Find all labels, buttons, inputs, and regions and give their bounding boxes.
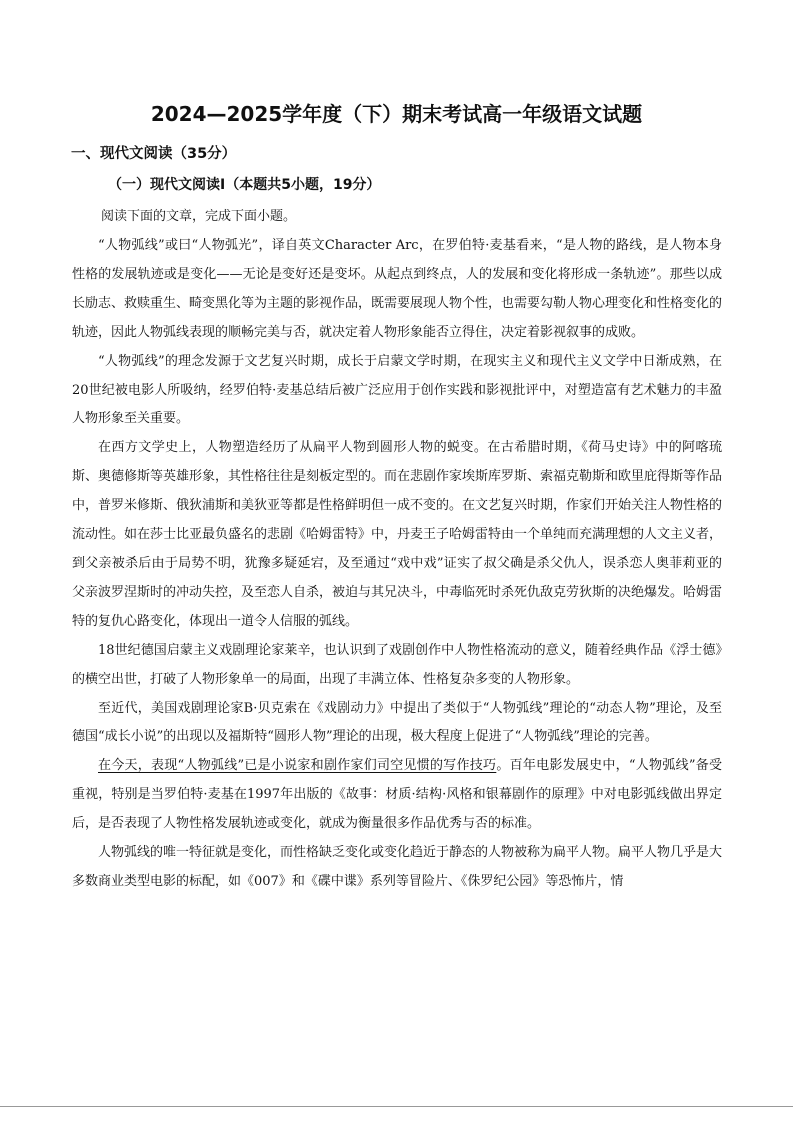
paragraph-1: “人物弧线”或曰“人物弧光”，译自英文Character Arc，在罗伯特·麦基看来，“是人物的路线，是人物本身性格的发展轨迹或是变化——无论是变好还是变坏。从起点到终点，人的发展和变化将形成一条轨迹”。那些以成长励志、救赎重生、畸变黑化等为主题的影视作品，既需要展现人物个性，也需要勾勒人物心理变化和性格变化的轨迹，因此人物弧线表现的顺畅完美与否，就决定着人物形象能否立得住，决定着影视叙事的成败。 xyxy=(72,238,723,340)
paragraph-6-rest: 。百年电影发展史中，“人物弧线”备受重视，特别是当罗伯特·麦基在1997年出版的《故事：材质·结构·风格和银幕剧作的原理》中对电影弧线做出界定后，是否表现了人物性格发展轨迹或变化，就成为衡量很多作品优秀与否的标准。 xyxy=(72,758,722,832)
page-footer-rule xyxy=(0,1106,793,1107)
paragraph-4: 18世纪德国启蒙主义戏剧理论家莱辛，也认识到了戏剧创作中人物性格流动的意义，随着经典作品《浮士德》的横空出世，打破了人物形象单一的局面，出现了丰满立体、性格复杂多变的人物形象。 xyxy=(72,642,722,687)
section-heading: 一、现代文阅读（35分） xyxy=(71,146,237,162)
paragraph-5: 至近代，美国戏剧理论家B·贝克索在《戏剧动力》中提出了类似于“人物弧线”理论的“动态人物”理论，及至德国“成长小说”的出现以及福斯特“圆形人物”理论的出现，极大程度上促进了“人物弧线”理论的完善。 xyxy=(72,700,722,745)
article-body xyxy=(72,232,722,897)
paragraph-6 xyxy=(72,752,722,839)
exam-title: 2024—2025学年度（下）期末考试高一年级语文试题 xyxy=(150,102,643,126)
paragraph-3: 在西方文学史上，人物塑造经历了从扁平人物到圆形人物的蜕变。在古希腊时期，《荷马史诗》中的阿喀琉斯、奥德修斯等英雄形象，其性格往往是刻板定型的。而在悲剧作家埃斯库罗斯、索福克勒斯和欧里庇得斯等作品中，普罗米修斯、俄狄浦斯和美狄亚等都是性格鲜明但一成不变的。在文艺复兴时期，作家们开始关注人物性格的流动性。如在莎士比亚最负盛名的悲剧《哈姆雷特》中，丹麦王子哈姆雷特由一个单纯而充满理想的人文主义者，到父亲被杀后由于局势不明，犹豫多疑延宕，及至通过“戏中戏”证实了叔父确是杀父仇人，误杀恋人奥菲莉亚的父亲波罗涅斯时的冲动失控，及至恋人自杀，被迫与其兄决斗，中毒临死时杀死仇敌克劳狄斯的决绝爆发。哈姆雷特的复仇心路变化，体现出一道令人信服的弧线。 xyxy=(72,440,723,629)
paragraph-7: 人物弧线的唯一特征就是变化，而性格缺乏变化或变化趋近于静态的人物被称为扁平人物。扁平人物几乎是大多数商业类型电影的标配，如《007》和《碟中谍》系列等冒险片、《侏罗纪公园》等恐怖片，情 xyxy=(72,845,723,889)
subsection-heading: （一）现代文阅读Ⅰ（本题共5小题，19分） xyxy=(108,177,381,193)
reading-instruction: 阅读下面的文章，完成下面小题。 xyxy=(101,209,297,224)
paragraph-2: “人物弧线”的理念发源于文艺复兴时期，成长于启蒙文学时期，在现实主义和现代主义文学中日渐成熟，在20世纪被电影人所吸纳，经罗伯特·麦基总结后被广泛应用于创作实践和影视批评中，对塑造富有艺术魅力的丰盈人物形象至关重要。 xyxy=(72,353,722,427)
underlined-sentence: 在今天，表现“人物弧线”已是小说家和剧作家们司空见惯的写作技巧 xyxy=(98,758,497,774)
